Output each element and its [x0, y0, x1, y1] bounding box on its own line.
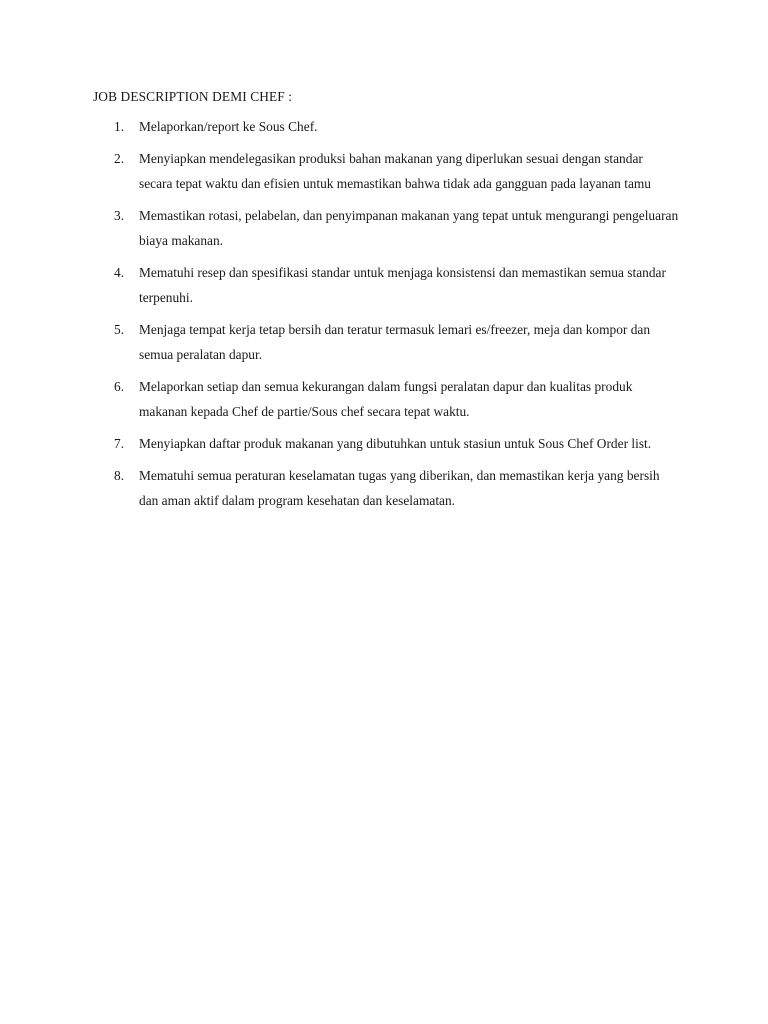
- list-item-number: 5.: [114, 322, 125, 337]
- list-item-number: 1.: [114, 119, 125, 134]
- list-item-text: Melaporkan setiap dan semua kekurangan dalam fungsi peralatan dapur dan kualitas produk makanan kepada Chef de partie/Sous chef secara tepat waktu.: [139, 379, 633, 419]
- list-item-number: 4.: [114, 265, 125, 280]
- list-item-text: Menyiapkan daftar produk makanan yang dibutuhkan untuk stasiun untuk Sous Chef Order list.: [139, 436, 652, 451]
- list-item: [0, 114, 768, 139]
- list-item-text: Memastikan rotasi, pelabelan, dan penyimpanan makanan yang tepat untuk mengurangi pengeluaran biaya makanan.: [139, 208, 679, 248]
- list-item: [0, 374, 768, 424]
- list-item-number: 8.: [114, 468, 125, 483]
- list-item: [0, 317, 768, 367]
- list-item-number: 3.: [114, 208, 125, 223]
- list-item-text: Mematuhi semua peraturan keselamatan tugas yang diberikan, dan memastikan kerja yang bersih dan aman aktif dalam program kesehatan dan keselamatan.: [139, 468, 660, 508]
- duty-list: [0, 114, 768, 520]
- list-item-text: Menyiapkan mendelegasikan produksi bahan makanan yang diperlukan sesuai dengan standar secara tepat waktu dan efisien untuk memastikan bahwa tidak ada gangguan pada layanan tamu: [139, 151, 651, 191]
- list-item: [0, 463, 768, 513]
- list-item-number: 7.: [114, 436, 125, 451]
- list-item-text: Melaporkan/report ke Sous Chef.: [139, 119, 318, 134]
- list-item-number: 6.: [114, 379, 125, 394]
- list-item-number: 2.: [114, 151, 125, 166]
- list-item: [0, 431, 768, 456]
- list-item: [0, 146, 768, 196]
- page-title: JOB DESCRIPTION DEMI CHEF :: [93, 89, 293, 104]
- list-item-text: Mematuhi resep dan spesifikasi standar untuk menjaga konsistensi dan memastikan semua standar terpenuhi.: [139, 265, 666, 305]
- list-item-text: Menjaga tempat kerja tetap bersih dan teratur termasuk lemari es/freezer, meja dan kompor dan semua peralatan dapur.: [139, 322, 651, 362]
- list-item: [0, 203, 768, 253]
- list-item: [0, 260, 768, 310]
